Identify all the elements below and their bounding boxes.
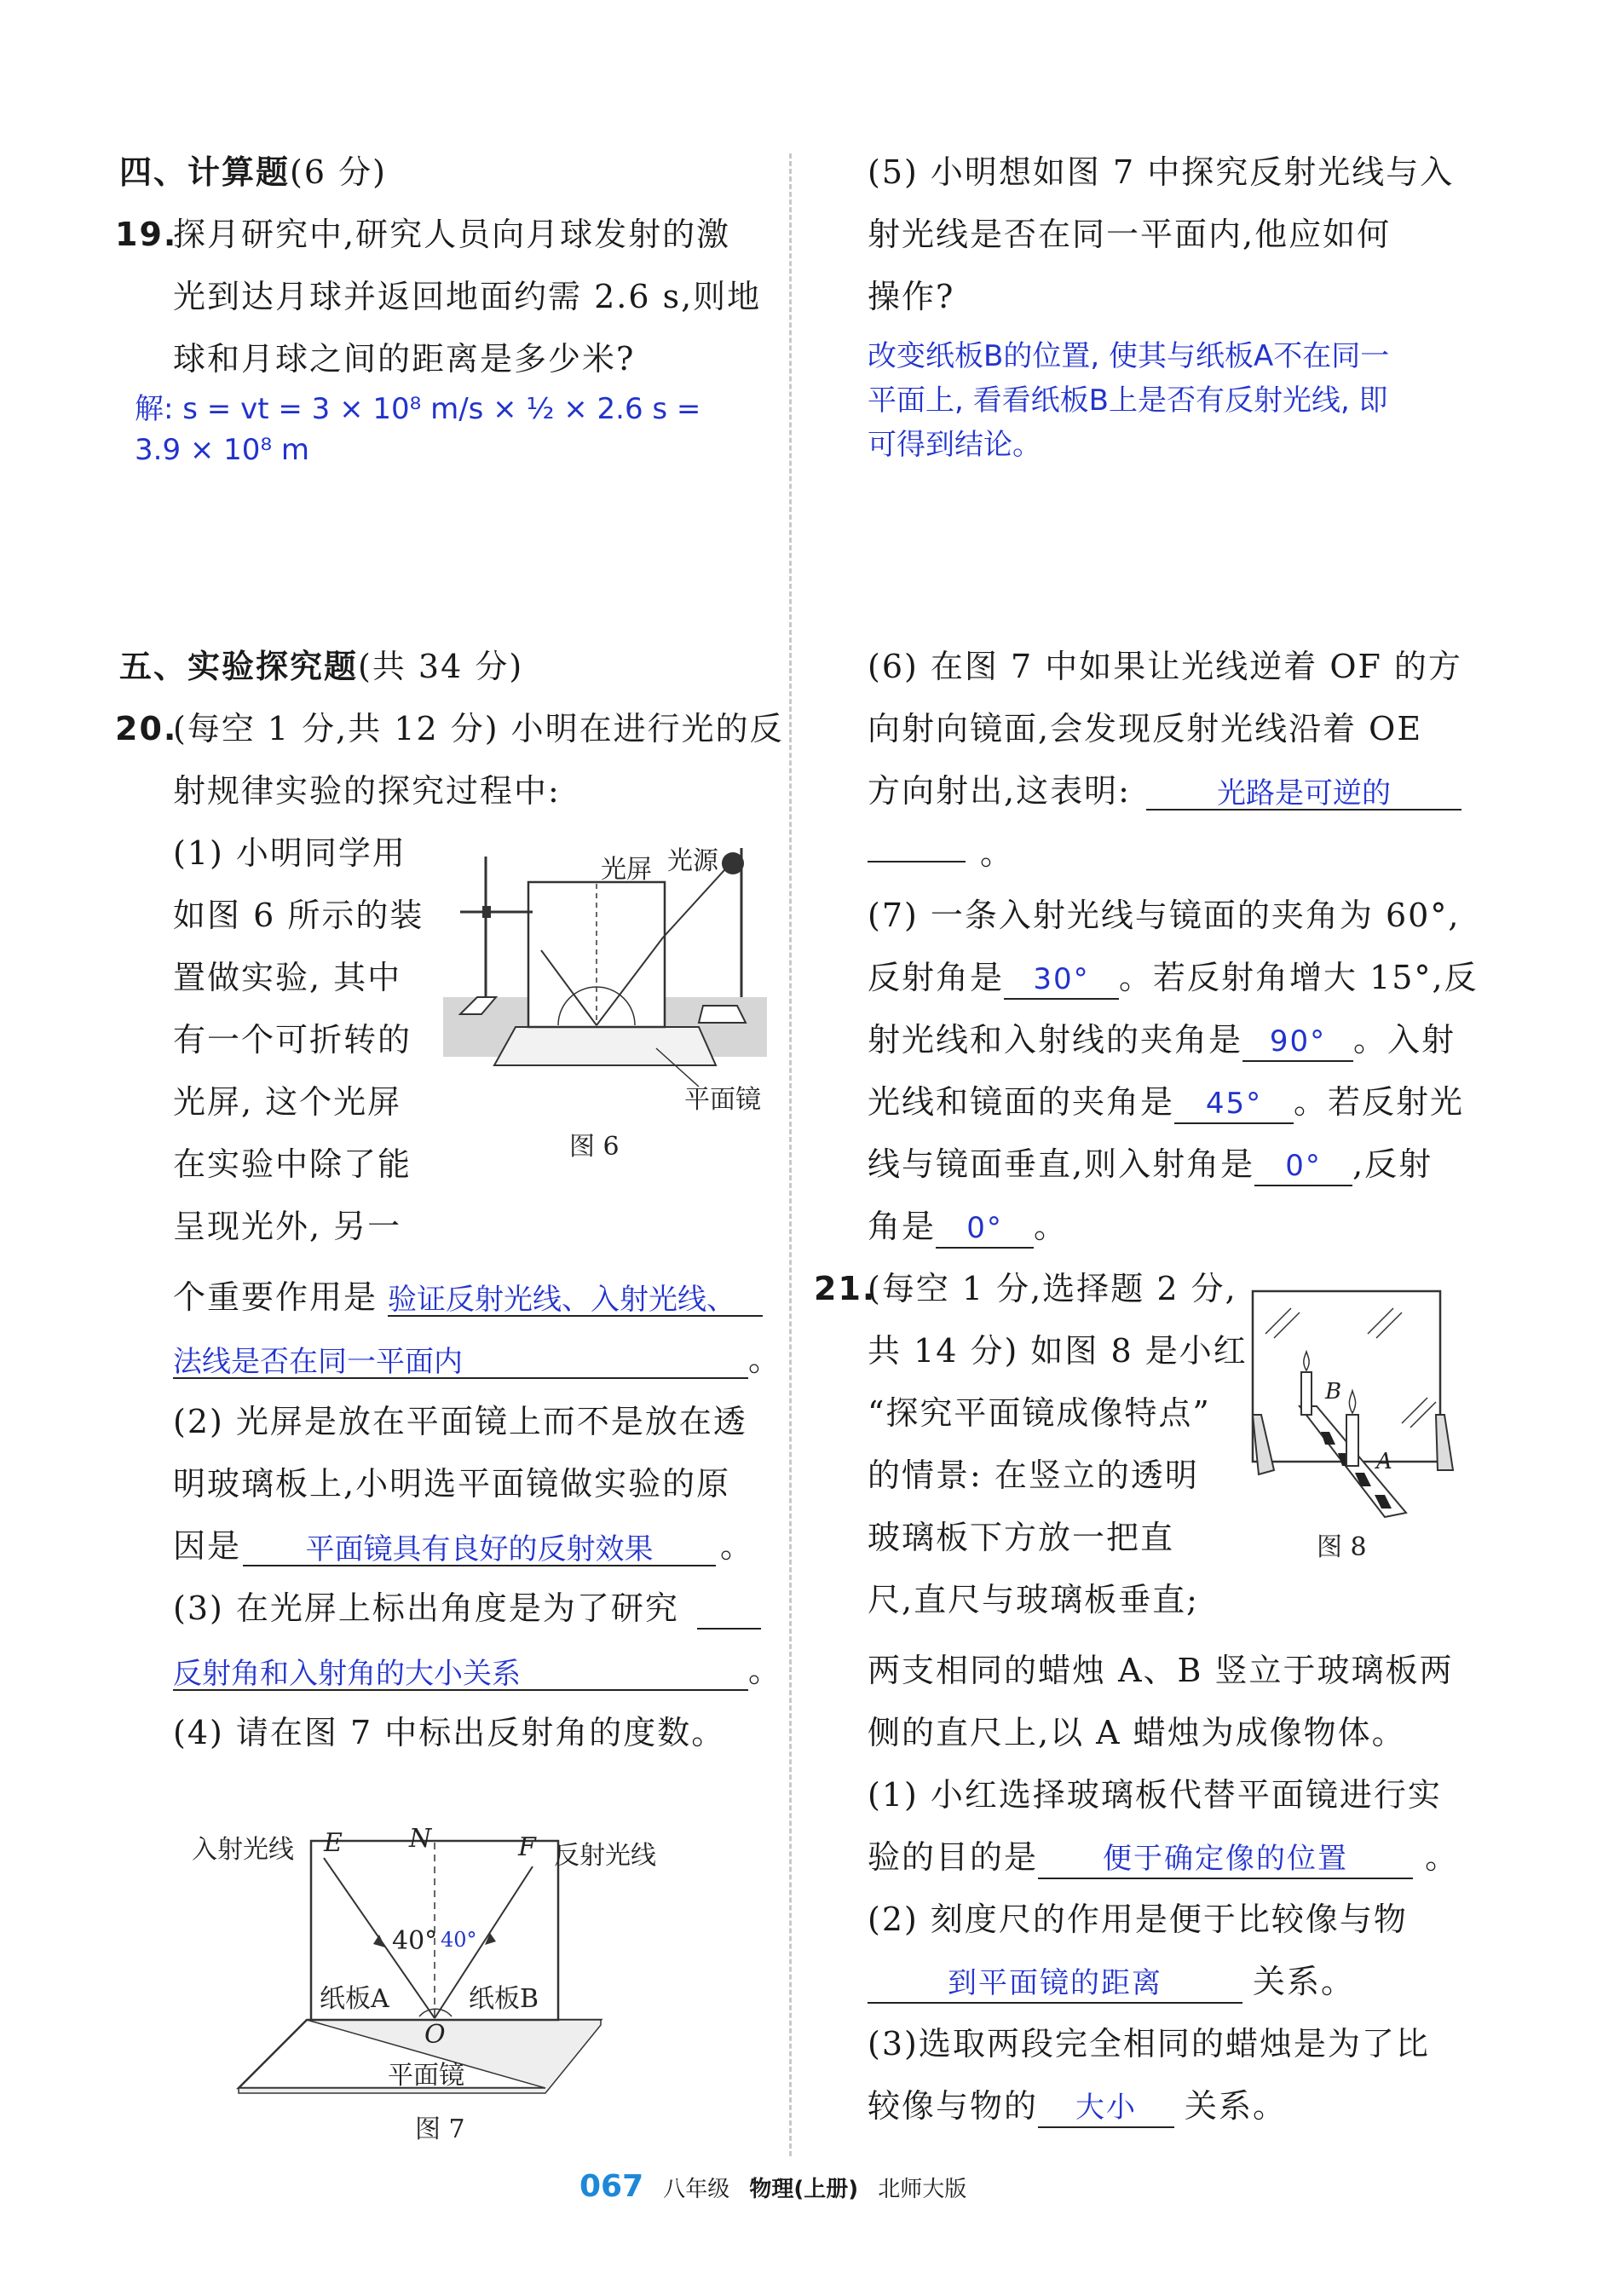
q21-part2-line-1: (2) 刻度尺的作用是便于比较像与物 (868, 1901, 1408, 1938)
q19-number: 19. (115, 216, 178, 253)
q20-part3-line-1: (3) 在光屏上标出角度是为了研究 (173, 1589, 679, 1627)
q19-line-1: 探月研究中,研究人员向月球发射的激 (173, 216, 731, 253)
q20-part7-line-6 (868, 1195, 1068, 1258)
q21-part1-blank (1038, 1838, 1413, 1879)
q20-line-1: (每空 1 分,共 12 分) 小明在进行光的反 (173, 710, 784, 747)
page-footer (579, 2169, 1057, 2212)
q21-part2-line-2 (868, 1950, 1355, 2013)
fig7-incident-label: 入射光线 (192, 1835, 294, 1865)
q20-part1-line: 呈现光外, 另一 (173, 1208, 402, 1245)
q20-part1-line: 光屏, 这个光屏 (173, 1083, 402, 1121)
figure-7-drawing (196, 1824, 673, 2148)
q20-part7-blank-5 (936, 1208, 1034, 1249)
q20-part1-line: 置做实验, 其中 (173, 959, 402, 996)
q20-part1-period: 。 (748, 1341, 783, 1378)
q20-part2-answer (243, 1526, 716, 1566)
q20-part5-answer-line: 改变纸板B的位置, 使其与纸板A不在同一 (868, 339, 1390, 373)
q21-part1-line-1: (1) 小红选择玻璃板代替平面镜进行实 (868, 1776, 1442, 1814)
q20-part5-line-1: (5) 小明想如图 7 中探究反射光线与入 (868, 153, 1455, 191)
fig6-caption: 图 6 (569, 1132, 620, 1162)
fig7-reflected-label: 反射光线 (554, 1841, 656, 1871)
fig8-A-label: A (1376, 1449, 1392, 1474)
q20-part7-answer-1: 30° (1033, 962, 1090, 996)
figure-8-drawing (1240, 1278, 1470, 1526)
q21-part3-tail: 关系。 (1185, 2087, 1288, 2125)
q20-part7-line-4 (868, 1070, 1464, 1134)
q20-part6-answer-text: 光路是可逆的 (1217, 776, 1391, 811)
fig6-source-label: 光源 (667, 846, 718, 876)
q21-line: “探究平面镜成像特点” (868, 1394, 1211, 1432)
q21-line: 共 14 分) 如图 8 是小红 (868, 1332, 1248, 1370)
q20-part1-line: 在实验中除了能 (173, 1145, 412, 1183)
q20-part1-answer-1-text: 验证反射光线、入射光线、 (388, 1283, 735, 1317)
page-number: 067 (579, 2169, 644, 2204)
footer-subject: 物理(上册) (749, 2177, 859, 2202)
q20-part7-line-5-a: 线与镜面垂直,则入射角是 (868, 1145, 1255, 1183)
fig8-B-label: B (1325, 1379, 1342, 1405)
q20-part7-line-2 (868, 946, 1479, 1009)
q20-part7-line-6-a: 角是 (868, 1208, 937, 1245)
q20-part7-line-3-a: 射光线和入射线的夹角是 (868, 1021, 1243, 1059)
footer-grade: 八年级 (663, 2177, 730, 2202)
q21-line: 的情景: 在竖立的透明 (868, 1457, 1199, 1494)
fig7-boardB-label: 纸板B (469, 1984, 539, 2014)
section-4-score: (6 分) (290, 153, 387, 191)
q20-part7-line-2-b: 。若反射角增大 15°,反 (1119, 959, 1479, 996)
q20-part7-answer-2: 90° (1269, 1024, 1327, 1059)
q19-answer-line-1: 解: s = vt = 3 × 10⁸ m/s × ½ × 2.6 s = (135, 392, 701, 426)
q20-part7-line-4-b: 。若反射光 (1294, 1083, 1465, 1121)
q20-part5-answer-line: 平面上, 看看纸板B上是否有反射光线, 即 (868, 384, 1388, 418)
q20-part5-answer-line: 可得到结论。 (868, 428, 1041, 462)
q21-line: (每空 1 分,选择题 2 分, (868, 1270, 1237, 1307)
footer-edition: 北师大版 (878, 2177, 967, 2202)
fig8-caption: 图 8 (1317, 1532, 1367, 1562)
fig6-mirror-label: 平面镜 (684, 1085, 761, 1115)
q20-part2-period: 。 (720, 1527, 755, 1565)
fig7-F-label: F (518, 1832, 536, 1862)
q21-part1-line-2 (868, 1826, 1459, 1889)
fig7-mirror-label: 平面镜 (388, 2061, 464, 2091)
q21-part3-line-2-text: 较像与物的 (868, 2087, 1039, 2125)
fig7-incident-angle: 40° (392, 1926, 438, 1956)
q20-part1-tail (173, 1266, 378, 1329)
q20-part5-line-3: 操作? (868, 278, 955, 315)
fig7-boardA-label: 纸板A (320, 1984, 389, 2014)
q20-part2-line-1: (2) 光屏是放在平面镜上而不是放在透 (173, 1403, 747, 1440)
q21-part3-answer: 大小 (1075, 2091, 1138, 2125)
q19-answer-line-2: 3.9 × 10⁸ m (135, 433, 309, 467)
section-5-heading (119, 635, 523, 698)
q20-part6-line-2: 向射向镜面,会发现反射光线沿着 OE (868, 710, 1423, 747)
q20-line-2: 射规律实验的探究过程中: (173, 772, 561, 810)
q20-part7-blank-4 (1254, 1145, 1352, 1186)
q21-part1-period: 。 (1413, 1838, 1460, 1876)
q20-part7-line-6-period: 。 (1034, 1208, 1069, 1245)
section-4-title: 四、计算题 (119, 153, 291, 191)
figure-8 (1240, 1278, 1470, 1568)
q20-part3-answer (173, 1650, 748, 1691)
q20-part1-answer-2-text: 法线是否在同一平面内 (173, 1345, 463, 1379)
q20-part1-answer-1 (388, 1276, 763, 1317)
q21-part2-answer: 到平面镜的距离 (948, 1966, 1162, 2000)
section-4-heading (119, 141, 387, 204)
column-divider (789, 153, 792, 2156)
q20-part7-line-1: (7) 一条入射光线与镜面的夹角为 60°, (868, 897, 1461, 934)
q20-part6-line-3: 方向射出,这表明: (868, 772, 1131, 810)
q20-part2-line-3: 因是 (173, 1527, 242, 1565)
section-5-title: 五、实验探究题 (119, 648, 359, 685)
section-5-score: (共 34 分) (358, 648, 524, 685)
q20-part3-blank-start (697, 1628, 761, 1630)
q20-part1-tail-text: 个重要作用是 (173, 1278, 378, 1316)
q20-part6-answer (1146, 770, 1461, 811)
q20-part7-answer-5: 0° (966, 1211, 1003, 1245)
q21-part3-line-2 (868, 2074, 1287, 2137)
q20-part7-line-5 (868, 1133, 1433, 1196)
q20-part7-answer-3: 45° (1205, 1087, 1263, 1121)
q20-part1-line: 如图 6 所示的装 (173, 897, 424, 934)
q20-part2-line-2: 明玻璃板上,小明选平面镜做实验的原 (173, 1465, 731, 1503)
q21-line: 玻璃板下方放一把直 (868, 1519, 1175, 1556)
q20-part6-line-1: (6) 在图 7 中如果让光线逆着 OF 的方 (868, 648, 1462, 685)
q20-part2-answer-text: 平面镜具有良好的反射效果 (305, 1532, 654, 1566)
q20-part1-answer-2 (173, 1338, 748, 1379)
q20-part7-line-4-a: 光线和镜面的夹角是 (868, 1083, 1175, 1121)
fig6-screen-label: 光屏 (601, 855, 652, 885)
q21-line: 尺,直尺与玻璃板垂直; (868, 1581, 1199, 1618)
q21-part1-line-2-text: 验的目的是 (868, 1838, 1039, 1876)
figure-7 (192, 1824, 673, 2148)
q21-number: 21. (814, 1270, 877, 1307)
q21-line-8: 侧的直尺上,以 A 蜡烛为成像物体。 (868, 1714, 1406, 1751)
fig7-caption: 图 7 (415, 2114, 465, 2144)
q19-line-2: 光到达月球并返回地面约需 2.6 s,则地 (173, 278, 762, 315)
q20-part7-answer-4: 0° (1285, 1149, 1322, 1183)
q21-part3-line-1: (3)选取两段完全相同的蜡烛是为了比 (868, 2025, 1430, 2062)
q19-line-3: 球和月球之间的距离是多少米? (173, 340, 636, 378)
fig7-N-label: N (409, 1824, 432, 1854)
q20-part6-blank-end (868, 861, 966, 862)
fig7-reflection-angle: 40° (441, 1928, 477, 1952)
q20-part7-blank-3 (1174, 1083, 1294, 1124)
q21-part3-blank (1038, 2087, 1174, 2128)
figure-6 (443, 831, 767, 1162)
q21-part1-answer: 便于确定像的位置 (1103, 1842, 1349, 1876)
q20-number: 20. (115, 710, 178, 747)
q21-line-7: 两支相同的蜡烛 A、B 竖立于玻璃板两 (868, 1652, 1454, 1689)
q21-part2-blank (868, 1963, 1242, 2004)
q20-part7-line-5-b: ,反射 (1352, 1145, 1433, 1183)
q20-part1-line: 有一个可折转的 (173, 1021, 412, 1059)
q20-part7-blank-1 (1004, 959, 1119, 1000)
q20-part4-line: (4) 请在图 7 中标出反射角的度数。 (173, 1714, 726, 1751)
fig7-O-label: O (424, 2020, 446, 2050)
q20-part7-line-2-a: 反射角是 (868, 959, 1005, 996)
q20-part3-answer-text: 反射角和入射角的大小关系 (173, 1657, 521, 1691)
q21-part2-tail: 关系。 (1253, 1963, 1356, 2000)
q20-part1-line: (1) 小明同学用 (173, 834, 406, 872)
q20-part7-line-3-b: 。入射 (1353, 1021, 1456, 1059)
q20-part6-period: 。 (980, 834, 1015, 872)
q20-part7-line-3 (868, 1008, 1456, 1071)
fig7-E-label: E (324, 1828, 343, 1858)
q20-part5-line-2: 射光线是否在同一平面内,他应如何 (868, 216, 1392, 253)
q20-part7-blank-2 (1242, 1021, 1353, 1062)
q20-part3-period: 。 (748, 1652, 783, 1689)
